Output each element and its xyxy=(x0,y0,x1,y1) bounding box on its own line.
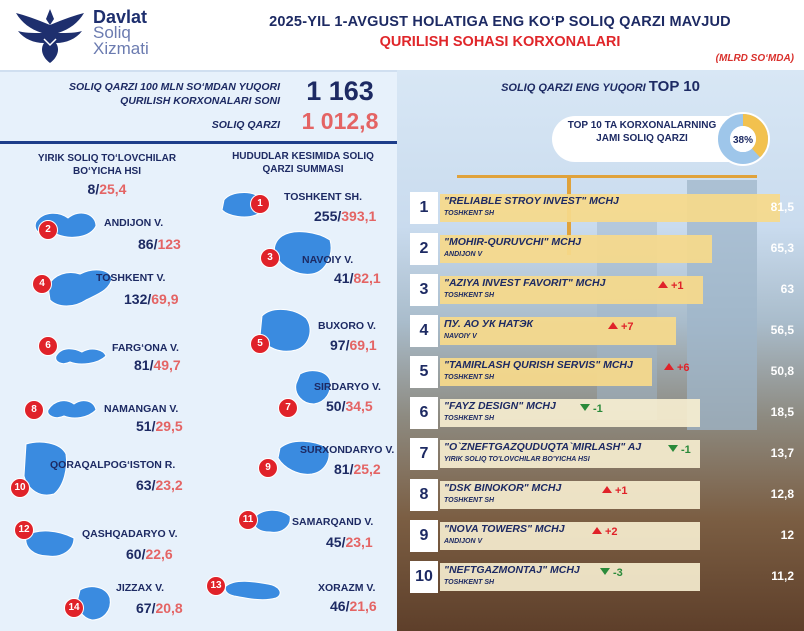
value-separator: / xyxy=(341,398,346,414)
top10-row xyxy=(410,192,804,224)
region-name: TOSHKENT V. xyxy=(96,272,166,284)
row-rank: 5 xyxy=(410,356,438,388)
large-taxpayers-debt: 25,4 xyxy=(99,181,127,197)
value-separator: / xyxy=(349,461,354,477)
rank-change xyxy=(602,485,628,497)
region-rank-badge: 10 xyxy=(10,478,30,498)
region-count: 81 xyxy=(334,461,350,477)
rank-change-value: -1 xyxy=(681,444,691,456)
company-count: 1 163 xyxy=(306,76,374,106)
logo-line3: Xizmati xyxy=(93,39,149,58)
region-debt: 25,2 xyxy=(353,461,381,477)
crane-arm xyxy=(457,175,757,178)
company-name: "MOHIR-QURUVCHI" MCHJ xyxy=(444,236,582,248)
top10-row xyxy=(410,315,804,347)
region-value xyxy=(326,398,373,414)
value-separator: / xyxy=(149,357,154,373)
arrow-down-icon xyxy=(668,445,678,452)
value-separator: / xyxy=(337,208,342,224)
region-rank-badge: 7 xyxy=(278,398,298,418)
share-label: TOP 10 TA KORXONALARNING JAMI SOLIQ QARZI xyxy=(567,120,717,144)
row-rank: 4 xyxy=(410,315,438,347)
region-map-icon xyxy=(222,576,286,602)
debt-value: 18,5 xyxy=(770,405,794,419)
top10-row xyxy=(410,233,804,265)
region-name: JIZZAX V. xyxy=(116,582,165,594)
arrow-down-icon xyxy=(580,404,590,411)
region-debt: 23,1 xyxy=(345,534,373,550)
top10-title-prefix: SOLIQ QARZI ENG YUQORI xyxy=(501,82,646,94)
row-rank: 6 xyxy=(410,397,438,429)
rank-change xyxy=(664,362,690,374)
top10-row xyxy=(410,479,804,511)
arrow-up-icon xyxy=(602,486,612,493)
rank-change xyxy=(658,280,684,292)
region-value xyxy=(330,337,377,353)
company-region: TOSHKENT SH xyxy=(444,374,495,381)
region-count: 97 xyxy=(330,337,346,353)
large-taxpayers-value xyxy=(22,181,192,197)
top10-share-card xyxy=(552,116,792,162)
unit-label: (MLRD SO‘MDA) xyxy=(715,53,794,64)
row-rank: 3 xyxy=(410,274,438,306)
rank-change-value: +1 xyxy=(671,280,684,292)
panel-top-border xyxy=(0,70,397,72)
region-count: 45 xyxy=(326,534,342,550)
company-name: "DSK BINOKOR" MCHJ xyxy=(444,482,562,494)
region-debt: 49,7 xyxy=(153,357,181,373)
region-map-icon xyxy=(52,344,110,368)
region-value xyxy=(134,357,181,373)
rank-change-value: -1 xyxy=(593,403,603,415)
region-debt: 123 xyxy=(157,236,181,252)
top10-row xyxy=(410,356,804,388)
region-count: 255 xyxy=(314,208,338,224)
share-donut xyxy=(714,110,772,168)
top10-row xyxy=(410,274,804,306)
row-rank: 1 xyxy=(410,192,438,224)
region-debt: 69,1 xyxy=(349,337,377,353)
region-debt: 393,1 xyxy=(341,208,377,224)
regions-title: HUDUDLAR KESIMIDA SOLIQ QARZI SUMMASI xyxy=(232,151,374,175)
region-count: 67 xyxy=(136,600,152,616)
top10-row xyxy=(410,438,804,470)
debt-value: 56,5 xyxy=(770,323,794,337)
company-name: "NEFTGAZMONTAJ" MCHJ xyxy=(444,564,580,576)
count-label: SOLIQ QARZI 100 MLN SO‘MDAN YUQORI QURILISH KORXONALARI SONI xyxy=(69,81,280,107)
arrow-up-icon xyxy=(592,527,602,534)
company-name: "O`ZNEFTGAZQUDUQTA`MIRLASH" AJ xyxy=(444,441,642,453)
rank-change xyxy=(600,567,623,579)
region-count: 132 xyxy=(124,291,148,307)
region-rank-badge: 5 xyxy=(250,334,270,354)
region-name: XORAZM V. xyxy=(318,582,376,594)
company-name: "RELIABLE STROY INVEST" MCHJ xyxy=(444,195,619,207)
rank-change-value: +1 xyxy=(615,485,628,497)
region-count: 60 xyxy=(126,546,142,562)
region-name: SURXONDARYO V. xyxy=(300,444,395,456)
region-debt: 34,5 xyxy=(345,398,373,414)
value-separator: / xyxy=(345,337,350,353)
top10-title-suffix: TOP 10 xyxy=(648,78,700,95)
debt-value: 13,7 xyxy=(770,446,794,460)
region-rank-badge: 13 xyxy=(206,576,226,596)
company-name: ПУ. АО УК НАТЭК xyxy=(444,318,533,330)
rank-change-value: +7 xyxy=(621,321,634,333)
region-rank-badge: 1 xyxy=(250,194,270,214)
company-region: NAVOIY V xyxy=(444,333,477,340)
company-region: TOSHKENT SH xyxy=(444,497,495,504)
debt-label: SOLIQ QARZI xyxy=(211,119,280,131)
row-rank: 7 xyxy=(410,438,438,470)
value-separator: / xyxy=(151,600,156,616)
region-name: BUXORO V. xyxy=(318,320,376,332)
region-name: FARG‘ONA V. xyxy=(112,342,179,354)
region-value xyxy=(330,598,377,614)
region-value xyxy=(126,546,173,562)
company-name: "NOVA TOWERS" MCHJ xyxy=(444,523,565,535)
region-value xyxy=(334,270,381,286)
value-separator: / xyxy=(153,236,158,252)
total-debt: 1 012,8 xyxy=(301,108,379,134)
share-percent: 38% xyxy=(732,135,754,146)
region-name: ANDIJON V. xyxy=(104,217,164,229)
debt-value: 12,8 xyxy=(770,487,794,501)
top10-row xyxy=(410,520,804,552)
region-debt: 22,6 xyxy=(145,546,173,562)
rank-change-value: -3 xyxy=(613,567,623,579)
region-name: NAVOIY V. xyxy=(302,254,354,266)
region-rank-badge: 3 xyxy=(260,248,280,268)
region-name: SIRDARYO V. xyxy=(314,381,381,393)
rank-change xyxy=(608,321,634,333)
large-taxpayers-count: 8 xyxy=(87,181,96,197)
region-name: QASHQADARYO V. xyxy=(82,528,178,540)
region-debt: 21,6 xyxy=(349,598,377,614)
company-region: YIRIK SOLIQ TO'LOVCHILAR BO'YICHA HSI xyxy=(444,456,590,463)
value-separator: / xyxy=(147,291,152,307)
arrow-up-icon xyxy=(658,281,668,288)
value-separator: / xyxy=(345,598,350,614)
region-debt: 20,8 xyxy=(155,600,183,616)
eagle-emblem-icon xyxy=(14,5,86,65)
row-rank: 10 xyxy=(410,561,438,593)
value-separator: / xyxy=(151,477,156,493)
region-value xyxy=(136,418,183,434)
region-name: QORAQALPOG‘ISTON R. xyxy=(50,459,176,471)
region-count: 63 xyxy=(136,477,152,493)
page-title: 2025-YIL 1-AVGUST HOLATIGA ENG KO‘P SOLIQ QARZI MAVJUD xyxy=(269,14,731,30)
debt-value: 63 xyxy=(780,282,794,296)
value-separator: / xyxy=(349,270,354,286)
region-debt: 23,2 xyxy=(155,477,183,493)
rank-change xyxy=(668,444,691,456)
logo-line2: Soliq xyxy=(93,23,131,42)
region-debt: 82,1 xyxy=(353,270,381,286)
value-separator: / xyxy=(341,534,346,550)
company-name: "AZIYA INVEST FAVORIT" MCHJ xyxy=(444,277,606,289)
company-name: "TAMIRLASH QURISH SERVIS" MCHJ xyxy=(444,359,633,371)
region-count: 50 xyxy=(326,398,342,414)
company-region: ANDIJON V xyxy=(444,251,483,258)
arrow-down-icon xyxy=(600,568,610,575)
region-rank-badge: 6 xyxy=(38,336,58,356)
top10-row xyxy=(410,397,804,429)
region-count: 81 xyxy=(134,357,150,373)
company-region: TOSHKENT SH xyxy=(444,292,495,299)
debt-value: 65,3 xyxy=(770,241,794,255)
top10-row xyxy=(410,561,804,593)
large-taxpayers-label: YIRIK SOLIQ TO‘LOVCHILAR BO‘YICHA HSI xyxy=(37,153,177,177)
region-count: 51 xyxy=(136,418,152,434)
value-separator: / xyxy=(95,181,100,197)
row-rank: 9 xyxy=(410,520,438,552)
region-rank-badge: 11 xyxy=(238,510,258,530)
rank-change-value: +6 xyxy=(677,362,690,374)
debt-value: 81,5 xyxy=(770,200,794,214)
region-debt: 69,9 xyxy=(151,291,179,307)
region-rank-badge: 14 xyxy=(64,598,84,618)
region-rank-badge: 2 xyxy=(38,220,58,240)
region-value xyxy=(124,291,179,307)
region-value xyxy=(326,534,373,550)
region-rank-badge: 8 xyxy=(24,400,44,420)
company-region: ANDIJON V xyxy=(444,538,483,545)
rank-change xyxy=(580,403,603,415)
rank-change-value: +2 xyxy=(605,526,618,538)
logo-text xyxy=(93,9,149,57)
region-rank-badge: 9 xyxy=(258,458,278,478)
top10-title xyxy=(397,78,804,95)
debt-value: 12 xyxy=(780,528,794,542)
region-count: 41 xyxy=(334,270,350,286)
region-debt: 29,5 xyxy=(155,418,183,434)
region-rank-badge: 4 xyxy=(32,274,52,294)
company-region: TOSHKENT SH xyxy=(444,210,495,217)
region-name: NAMANGAN V. xyxy=(104,403,179,415)
arrow-up-icon xyxy=(664,363,674,370)
region-count: 46 xyxy=(330,598,346,614)
region-rank-badge: 12 xyxy=(14,520,34,540)
region-value xyxy=(314,208,376,224)
region-value xyxy=(138,236,181,252)
region-map-icon xyxy=(44,396,100,424)
company-region: TOSHKENT SH xyxy=(444,415,495,422)
value-separator: / xyxy=(141,546,146,562)
region-name: TOSHKENT SH. xyxy=(284,191,362,203)
region-map-icon xyxy=(272,228,334,278)
debt-value: 50,8 xyxy=(770,364,794,378)
arrow-up-icon xyxy=(608,322,618,329)
divider xyxy=(0,141,397,144)
region-count: 86 xyxy=(138,236,154,252)
value-separator: / xyxy=(151,418,156,434)
logo-line1: Davlat xyxy=(93,7,148,27)
page-subtitle: QURILISH SOHASI KORXONALARI xyxy=(379,34,621,50)
region-value xyxy=(334,461,381,477)
region-value xyxy=(136,477,183,493)
row-rank: 8 xyxy=(410,479,438,511)
debt-value: 11,2 xyxy=(771,569,794,583)
region-name: SAMARQAND V. xyxy=(292,516,374,528)
rank-change xyxy=(592,526,618,538)
row-rank: 2 xyxy=(410,233,438,265)
header xyxy=(0,0,804,70)
company-region: TOSHKENT SH xyxy=(444,579,495,586)
region-value xyxy=(136,600,183,616)
company-name: "FAYZ DESIGN" MCHJ xyxy=(444,400,556,412)
